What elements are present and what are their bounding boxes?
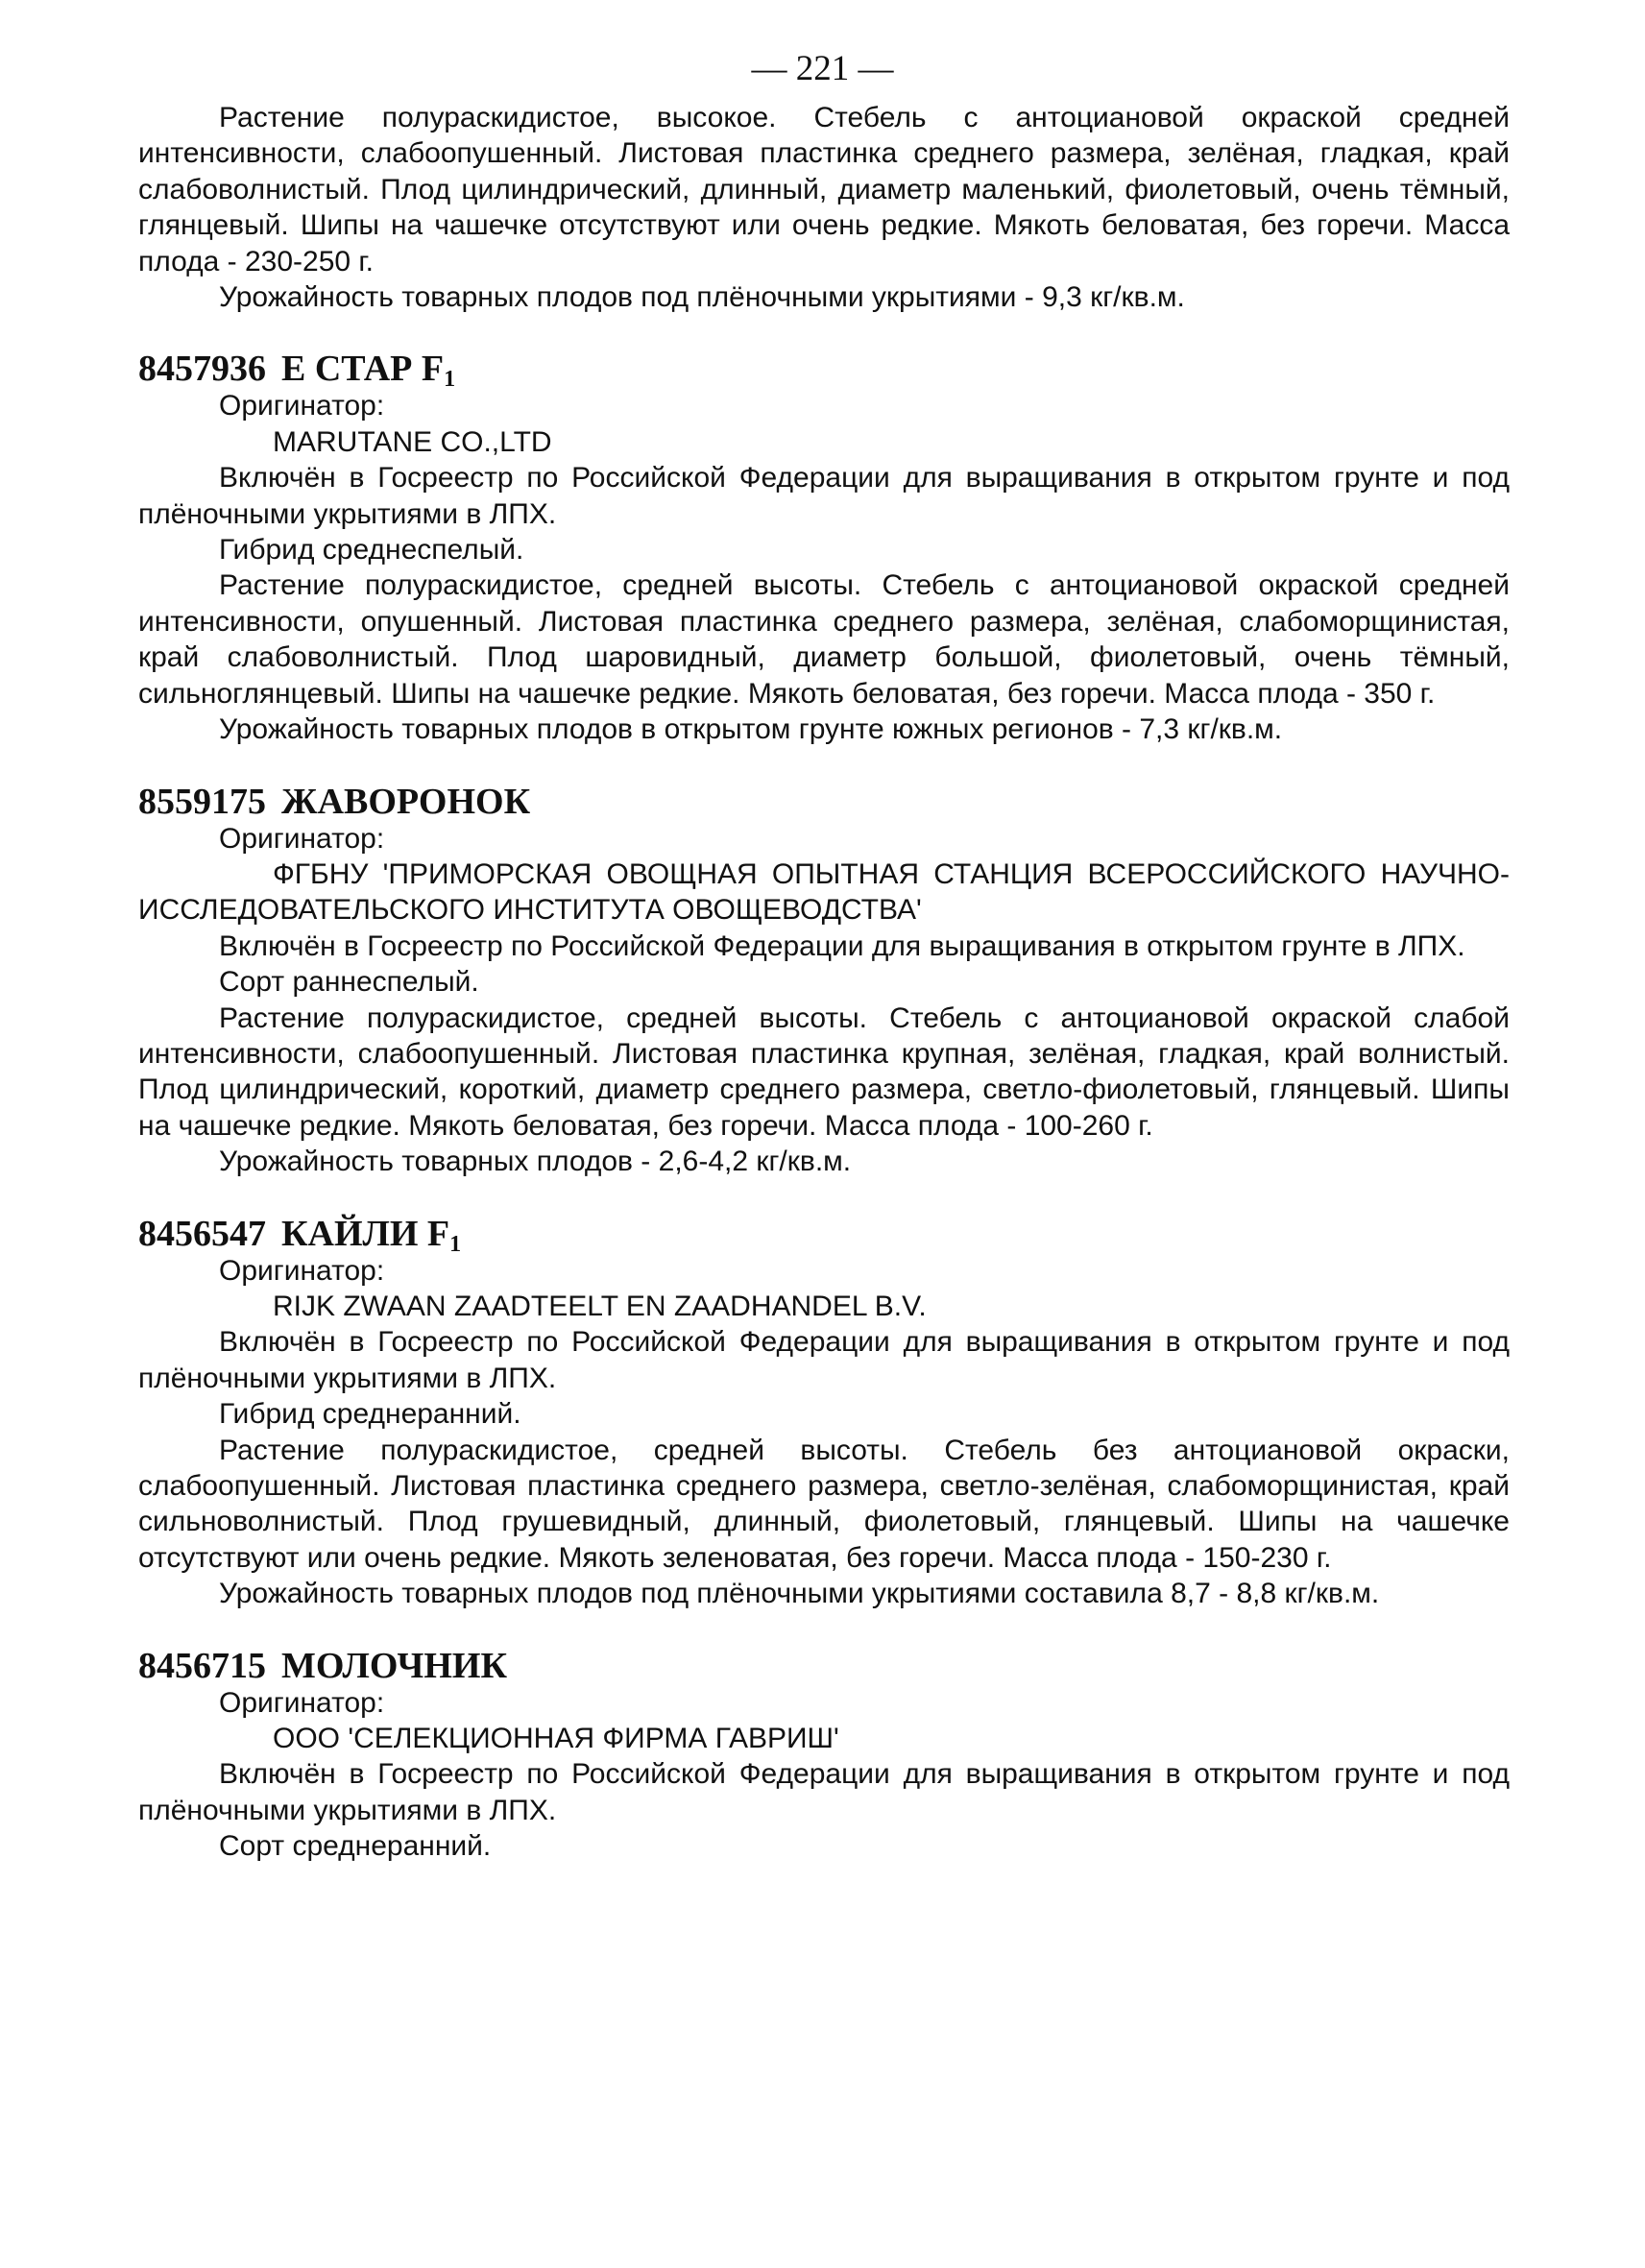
variety-name: Е СТАР F bbox=[281, 349, 445, 390]
variety-number: 8457936 bbox=[138, 349, 266, 390]
variety-type: Сорт раннеспелый. bbox=[219, 966, 479, 999]
variety-name-subscript: 1 bbox=[449, 1231, 462, 1257]
originator-label: Оригинатор: bbox=[219, 822, 385, 855]
originator-label: Оригинатор: bbox=[219, 1686, 385, 1719]
originator-name: RIJK ZWAAN ZAADTEELT EN ZAADHANDEL B.V. bbox=[273, 1290, 927, 1322]
variety-entry bbox=[138, 1215, 1510, 1612]
intro-description: Растение полураскидистое, высокое. Стебель с антоциановой окраской средней интенсивности, слабоопушенный. Листовая пластинка среднего размера, зелёная, гладкая, край слабоволнистый. Плод цилиндрический, длинный, диаметр маленький, фиолетовый, очень тёмный, глянцевый. Шипы на чашечке отсутствуют или очень редкие. Мякоть беловатая, без горечи. Масса плода - 230-250 г. bbox=[138, 102, 1510, 277]
registry-info: Включён в Госреестр по Российской Федерации для выращивания в открытом грунте и под плёночными укрытиями в ЛПХ. bbox=[138, 462, 1510, 530]
variety-type: Сорт среднеранний. bbox=[219, 1830, 492, 1863]
variety-heading bbox=[138, 1213, 1510, 1257]
variety-type: Гибрид среднеранний. bbox=[219, 1398, 521, 1431]
registry-info: Включён в Госреестр по Российской Федерации для выращивания в открытом грунте и под плёночными укрытиями в ЛПХ. bbox=[138, 1758, 1510, 1826]
variety-heading bbox=[138, 783, 1510, 821]
variety-number: 8456715 bbox=[138, 1645, 266, 1686]
variety-yield: Урожайность товарных плодов в открытом грунте южных регионов - 7,3 кг/кв.м. bbox=[219, 713, 1283, 746]
originator-name: MARUTANE CO.,LTD bbox=[273, 425, 552, 458]
variety-name-subscript: 1 bbox=[444, 367, 456, 393]
variety-yield: Урожайность товарных плодов под плёночными укрытиями составила 8,7 - 8,8 кг/кв.м. bbox=[219, 1578, 1380, 1610]
variety-heading bbox=[138, 349, 1510, 393]
variety-entry bbox=[138, 783, 1510, 1180]
variety-entry bbox=[138, 1647, 1510, 1865]
variety-heading bbox=[138, 1647, 1510, 1685]
originator-label: Оригинатор: bbox=[219, 1254, 385, 1287]
variety-entry bbox=[138, 350, 1510, 747]
variety-number: 8559175 bbox=[138, 781, 266, 822]
variety-description: Растение полураскидистое, средней высоты. Стебель с антоциановой окраской средней интенсивности, опушенный. Листовая пластинка среднего размера, зелёная, слабоморщинистая, край слабоволнистый. Плод шаровидный, диаметр большой, фиолетовый, очень тёмный, сильноглянцевый. Шипы на чашечке редкие. Мякоть беловатая, без горечи. Масса плода - 350 г. bbox=[138, 569, 1510, 710]
variety-description: Растение полураскидистое, средней высоты. Стебель без антоциановой окраски, слабоопушенный. Листовая пластинка среднего размера, светло-зелёная, слабоморщинистая, край сильноволнистый. Плод грушевидный, длинный, фиолетовый, глянцевый. Шипы на чашечке отсутствуют или очень редкие. Мякоть зеленоватая, без горечи. Масса плода - 150-230 г. bbox=[138, 1434, 1510, 1574]
variety-name: МОЛОЧНИК bbox=[281, 1645, 508, 1686]
originator-name: ООО 'СЕЛЕКЦИОННАЯ ФИРМА ГАВРИШ' bbox=[273, 1723, 839, 1755]
registry-info: Включён в Госреестр по Российской Федерации для выращивания в открытом грунте в ЛПХ. bbox=[219, 929, 1465, 962]
registry-info: Включён в Госреестр по Российской Федерации для выращивания в открытом грунте и под плёночными укрытиями в ЛПХ. bbox=[138, 1326, 1510, 1394]
page-number: — 221 — bbox=[751, 49, 894, 88]
intro-yield: Урожайность товарных плодов под плёночными укрытиями - 9,3 кг/кв.м. bbox=[219, 281, 1185, 314]
variety-description: Растение полураскидистое, средней высоты. Стебель с антоциановой окраской слабой интенсивности, слабоопушенный. Листовая пластинка крупная, зелёная, гладкая, край волнистый. Плод цилиндрический, короткий, диаметр среднего размера, светло-фиолетовый, глянцевый. Шипы на чашечке редкие. Мякоть беловатая, без горечи. Масса плода - 100-260 г. bbox=[138, 1001, 1510, 1142]
page-content bbox=[138, 100, 1510, 1865]
variety-name: ЖАВОРОНОК bbox=[281, 781, 531, 822]
variety-yield: Урожайность товарных плодов - 2,6-4,2 кг/кв.м. bbox=[219, 1146, 852, 1178]
variety-type: Гибрид среднеспелый. bbox=[219, 534, 524, 567]
originator-name: ФГБНУ 'ПРИМОРСКАЯ ОВОЩНАЯ ОПЫТНАЯ СТАНЦИЯ ВСЕРОССИЙСКОГО НАУЧНО-ИССЛЕДОВАТЕЛЬСКОГО ИНСТИТУТА ОВОЩЕВОДСТВА' bbox=[138, 857, 1510, 927]
variety-number: 8456547 bbox=[138, 1213, 266, 1254]
variety-name: КАЙЛИ F bbox=[281, 1213, 450, 1254]
originator-label: Оригинатор: bbox=[219, 390, 385, 422]
